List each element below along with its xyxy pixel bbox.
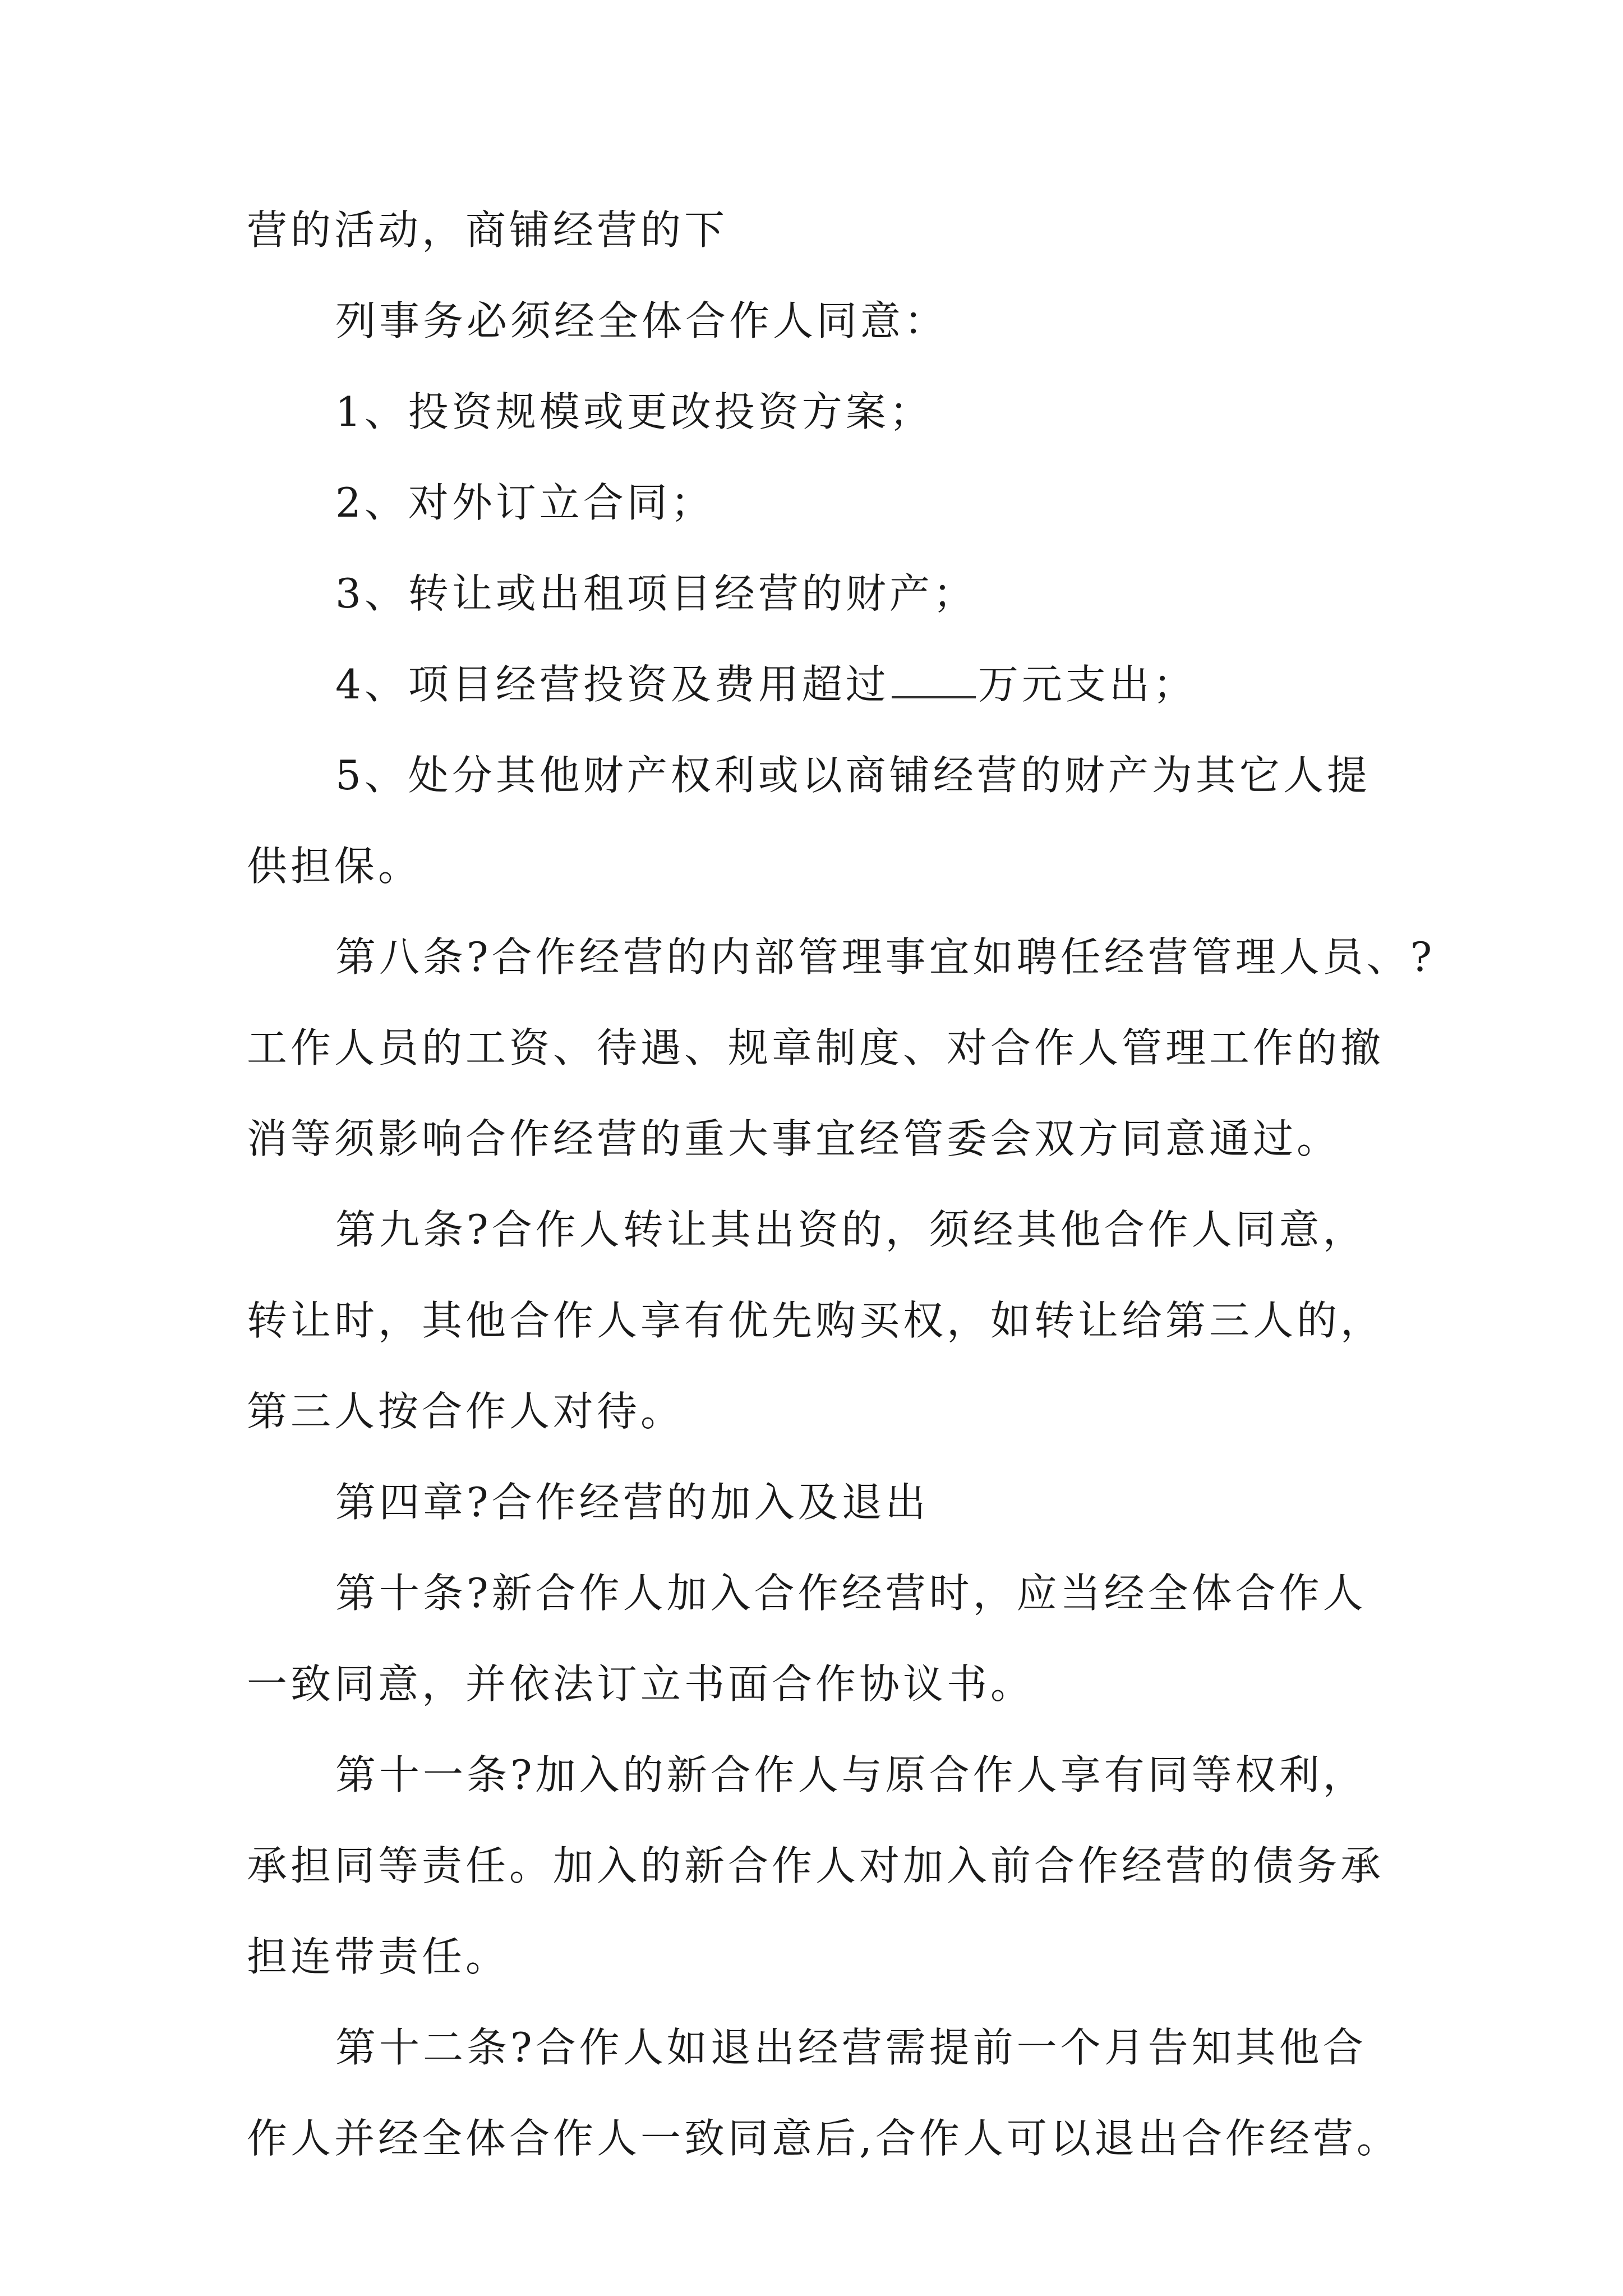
text-line: 2、对外订立合同； [335,479,714,526]
text-line: 工作人员的工资、待遇、规章制度、对合作人管理工作的撤 [247,1024,1385,1071]
text-segment: 万元支出； [978,661,1197,708]
text-segment: 4、项目经营投资及费用超过 [335,661,889,708]
text-line: 列事务必须经全体合作人同意： [335,297,948,344]
text-line: 一致同意，并依法订立书面合作协议书。 [247,1660,1035,1708]
text-line: 3、转让或出租项目经营的财产； [335,570,977,617]
text-line: 承担同等责任。加入的新合作人对加入前合作经营的债务承 [247,1842,1385,1889]
text-line: 第十一条?加入的新合作人与原合作人享有同等权利， [335,1751,1367,1798]
text-line: 转让时，其他合作人享有优先购买权，如转让给第三人的， [247,1297,1385,1344]
text-line-with-blank [335,656,1491,712]
text-line: 5、处分其他财产权利或以商铺经营的财产为其它人提 [335,752,1371,799]
text-line: 作人并经全体合作人一致同意后,合作人可以退出合作经营。 [247,2115,1400,2162]
fill-in-blank [892,662,976,698]
chapter-heading: 第四章?合作经营的加入及退出 [335,1479,929,1526]
text-line: 第十条?新合作人加入合作经营时，应当经全体合作人 [335,1570,1367,1617]
text-line: 1、投资规模或更改投资方案； [335,388,933,435]
text-line: 第三人按合作人对待。 [247,1388,685,1435]
text-line: 担连带责任。 [247,1933,510,1980]
text-line: 第八条?合作经营的内部管理事宜如聘任经营管理人员、? [335,933,1436,981]
text-line: 供担保。 [247,843,422,890]
text-line: 消等须影响合作经营的重大事宜经管委会双方同意通过。 [247,1115,1341,1162]
text-line: 营的活动，商铺经营的下 [247,206,728,254]
text-line: 第九条?合作人转让其出资的，须经其他合作人同意， [335,1206,1367,1253]
text-line: 第十二条?合作人如退出经营需提前一个月告知其他合 [335,2024,1367,2071]
